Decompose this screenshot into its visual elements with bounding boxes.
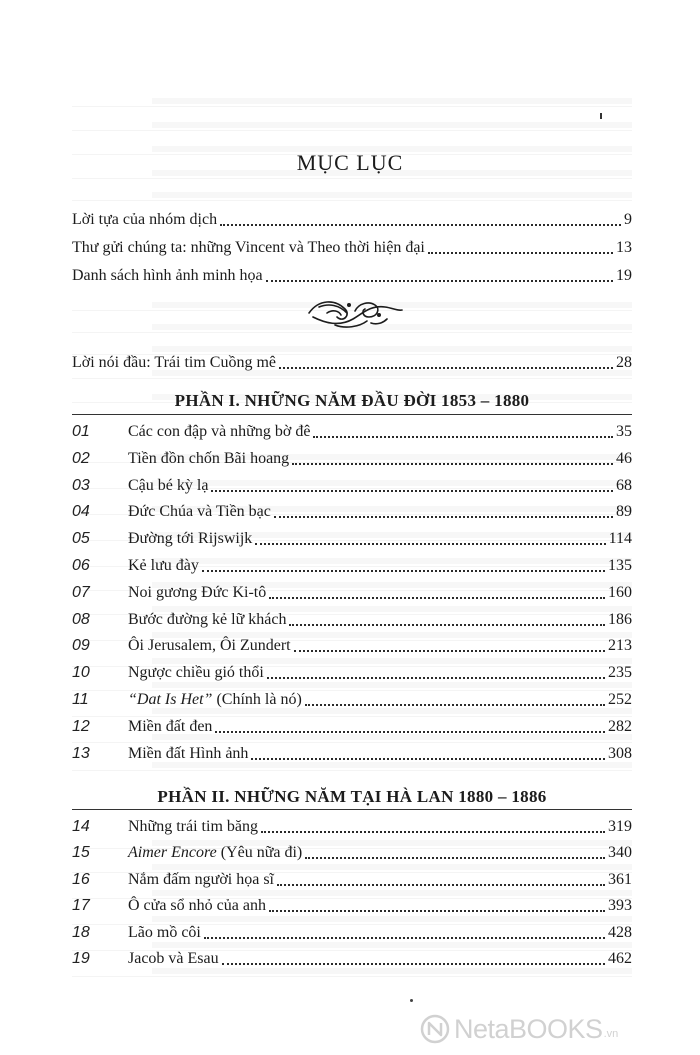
toc-chapter-row[interactable]: [72, 470, 632, 496]
chapter-title: Miền đất đen: [128, 717, 213, 735]
leader-dots: [294, 649, 605, 652]
leader-dots: [251, 757, 605, 760]
chapter-page: 282: [608, 717, 632, 735]
chapter-title: Ngược chiều gió thổi: [128, 664, 264, 682]
chapter-number: 15: [72, 844, 90, 862]
toc-entry-preface[interactable]: [72, 347, 632, 373]
toc-chapter-row[interactable]: [72, 711, 632, 737]
toc-chapter-row[interactable]: [72, 416, 632, 442]
swirl-ornament-icon: [305, 293, 405, 333]
toc-chapter-row[interactable]: [72, 890, 632, 916]
chapter-page: 308: [608, 744, 632, 762]
toc-entry-translator-preface[interactable]: [72, 204, 632, 230]
chapter-page: 114: [608, 530, 632, 548]
leader-dots: [215, 730, 605, 733]
chapter-page: 462: [608, 950, 632, 967]
chapter-title: Các con đập và những bờ đê: [128, 423, 311, 440]
chapter-number: 06: [72, 557, 90, 574]
toc-chapter-row[interactable]: [72, 604, 632, 630]
chapter-number: 03: [72, 476, 90, 494]
chapter-title: Ô cửa sổ nhỏ của anh: [128, 897, 266, 915]
chapter-number: 10: [72, 664, 90, 682]
chapter-number: 18: [72, 923, 90, 941]
chapter-title: Cậu bé kỳ lạ: [128, 476, 209, 494]
chapter-page: 340: [608, 844, 632, 862]
leader-dots: [267, 676, 605, 679]
chapter-number: 13: [72, 744, 90, 762]
chapter-title: Nắm đấm người họa sĩ: [128, 870, 274, 888]
entry-label: Lời tựa của nhóm dịch: [72, 211, 218, 228]
leader-dots: [305, 856, 605, 859]
leader-dots: [204, 936, 605, 939]
toc-chapter-row[interactable]: [72, 837, 632, 863]
leader-dots: [266, 279, 613, 282]
chapter-title: Những trái tim băng: [128, 818, 258, 835]
entry-label: Danh sách hình ảnh minh họa: [72, 267, 263, 284]
leader-dots: [269, 596, 605, 599]
leader-dots: [255, 542, 605, 545]
leader-dots: [292, 462, 613, 465]
netabooks-logo-icon: [420, 1014, 450, 1044]
chapter-number: 16: [72, 870, 90, 888]
chapter-number: 11: [72, 691, 89, 708]
part-heading[interactable]: PHẦN II. NHỮNG NĂM TẠI HÀ LAN 1880 – 1886: [157, 787, 547, 806]
toc-chapter-row[interactable]: [72, 864, 632, 890]
watermark-suffix: .vn: [603, 1028, 619, 1040]
part-heading[interactable]: PHẦN I. NHỮNG NĂM ĐẦU ĐỜI 1853 – 1880: [174, 391, 530, 410]
toc-chapter-row[interactable]: [72, 917, 632, 943]
leader-dots: [261, 830, 605, 833]
part-divider: [72, 414, 632, 415]
chapter-page: 252: [608, 691, 632, 708]
chapter-title: [128, 690, 302, 710]
chapter-title: Miền đất Hình ảnh: [128, 744, 249, 762]
leader-dots: [428, 251, 613, 254]
chapter-title-rest: (Chính là nó): [212, 691, 302, 708]
chapter-number: 07: [72, 583, 90, 601]
chapter-title: Kẻ lưu đày: [128, 557, 199, 574]
chapter-page: 393: [608, 897, 632, 915]
leader-dots: [279, 366, 613, 369]
page-dot: [410, 999, 413, 1002]
chapter-number: 04: [72, 503, 90, 521]
chapter-title: Đường tới Rijswijk: [128, 530, 253, 548]
chapter-title: Đức Chúa và Tiền bạc: [128, 503, 271, 521]
chapter-number: 12: [72, 717, 90, 735]
toc-chapter-row[interactable]: [72, 496, 632, 522]
chapter-page: 89: [616, 503, 632, 521]
chapter-title: Jacob và Esau: [128, 950, 219, 967]
entry-page: 9: [624, 211, 632, 228]
chapter-title: [128, 843, 302, 863]
chapter-page: 361: [608, 870, 632, 888]
entry-label: Thư gửi chúng ta: những Vincent và Theo thời hiện đại: [72, 239, 425, 256]
chapter-page: 160: [608, 583, 632, 601]
chapter-number: 01: [72, 423, 90, 440]
ghost-line: [72, 190, 632, 201]
chapter-number: 19: [72, 950, 90, 967]
toc-chapter-row[interactable]: [72, 443, 632, 469]
leader-dots: [277, 883, 605, 886]
leader-dots: [220, 223, 621, 226]
chapter-page: 35: [616, 423, 632, 440]
chapter-page: 319: [608, 818, 632, 835]
watermark: [420, 1012, 618, 1046]
ghost-line: [72, 96, 632, 107]
chapter-number: 17: [72, 897, 90, 915]
chapter-title-italic: Aimer Encore: [128, 844, 217, 862]
entry-label: Lời nói đầu: Trái tim Cuồng mê: [72, 354, 277, 371]
chapter-title: Bước đường kẻ lữ khách: [128, 610, 287, 628]
entry-page: 19: [616, 267, 632, 284]
toc-chapter-row[interactable]: [72, 684, 632, 710]
chapter-number: 08: [72, 610, 90, 628]
chapter-title-italic: “Dat Is Het”: [128, 691, 213, 708]
watermark-text: NetaBOOKS: [454, 1013, 603, 1044]
chapter-page: 186: [608, 610, 632, 628]
chapter-title: Lão mồ côi: [128, 923, 201, 941]
toc-chapter-row[interactable]: [72, 738, 632, 764]
leader-dots: [222, 962, 605, 965]
chapter-number: 09: [72, 637, 90, 655]
page-title: MỤC LỤC: [296, 150, 404, 175]
leader-dots: [305, 703, 605, 706]
toc-entry-illustrations[interactable]: [72, 260, 632, 286]
chapter-page: 235: [608, 664, 632, 682]
leader-dots: [289, 623, 605, 626]
chapter-title: Noi gương Đức Ki-tô: [128, 583, 267, 601]
chapter-page: 213: [608, 637, 632, 655]
leader-dots: [269, 909, 605, 912]
leader-dots: [274, 515, 613, 518]
page-mark: [600, 113, 602, 119]
leader-dots: [313, 435, 613, 438]
chapter-title-rest: (Yêu nữa đi): [216, 844, 303, 862]
toc-chapter-row[interactable]: [72, 523, 632, 549]
chapter-number: 14: [72, 818, 90, 835]
chapter-number: 05: [72, 530, 90, 548]
chapter-number: 02: [72, 449, 90, 467]
entry-page: 28: [616, 354, 632, 371]
chapter-page: 428: [608, 923, 632, 941]
leader-dots: [202, 569, 605, 572]
toc-chapter-row[interactable]: [72, 630, 632, 656]
chapter-page: 68: [616, 476, 632, 494]
chapter-title: Ôi Jerusalem, Ôi Zundert: [128, 637, 291, 655]
chapter-page: 46: [616, 449, 632, 467]
toc-chapter-row[interactable]: [72, 811, 632, 837]
entry-page: 13: [616, 239, 632, 256]
toc-entry-letter[interactable]: [72, 232, 632, 258]
toc-chapter-row[interactable]: [72, 550, 632, 576]
leader-dots: [211, 489, 613, 492]
ghost-line: [72, 120, 632, 131]
part-divider: [72, 809, 632, 810]
chapter-title: Tiền đồn chốn Bãi hoang: [128, 449, 290, 467]
chapter-page: 135: [608, 557, 632, 574]
toc-chapter-row[interactable]: [72, 577, 632, 603]
toc-chapter-row[interactable]: [72, 657, 632, 683]
toc-chapter-row[interactable]: [72, 943, 632, 969]
